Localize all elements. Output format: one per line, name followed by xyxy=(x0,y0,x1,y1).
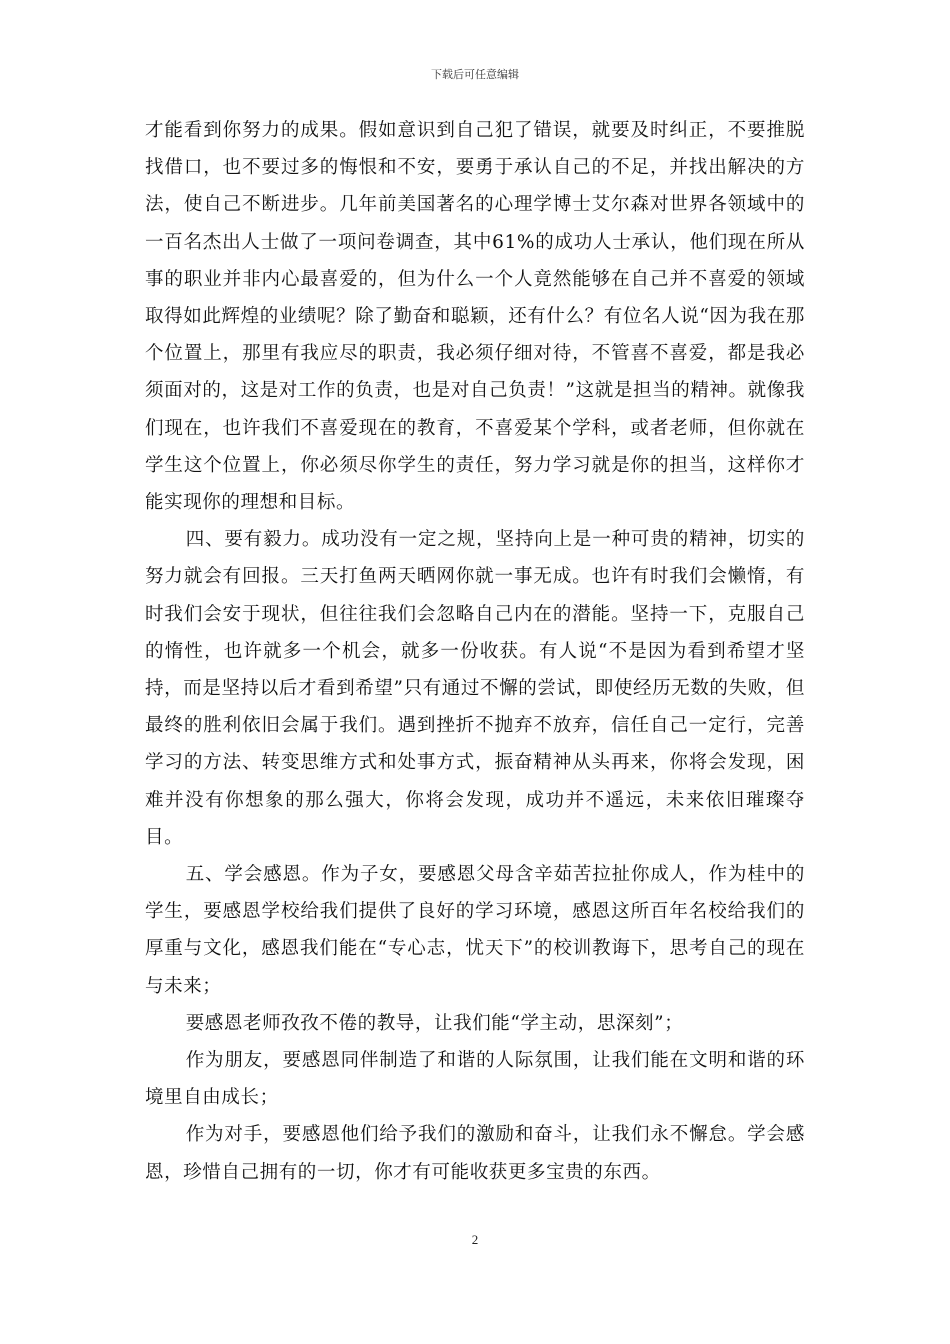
paragraph-gratitude-friends: 作为朋友，要感恩同伴制造了和谐的人际氛围，让我们能在文明和谐的环境里自由成长； xyxy=(145,1050,805,1109)
paragraph-gratitude-rivals: 作为对手，要感恩他们给予我们的激励和奋斗，让我们永不懈怠。学会感恩，珍惜自己拥有的一切，你才有可能收获更多宝贵的东西。 xyxy=(145,1124,805,1183)
document-body xyxy=(145,112,805,1191)
paragraph-continuation: 才能看到你努力的成果。假如意识到自己犯了错误，就要及时纠正，不要推脱找借口，也不要过多的悔恨和不安，要勇于承认自己的不足，并找出解决的方法，使自己不断进步。几年前美国著名的心理学博士艾尔森对世界各领域中的一百名杰出人士做了一项问卷调查，其中61%的成功人士承认，他们现在所从事的职业并非内心最喜爱的，但为什么一个人竟然能够在自己并不喜爱的领域取得如此辉煌的业绩呢？除了勤奋和聪颖，还有什么？有位名人说“因为我在那个位置上，那里有我应尽的职责，我必须仔细对待，不管喜不喜爱，都是我必须面对的，这是对工作的负责，也是对自己负责！”这就是担当的精神。就像我们现在，也许我们不喜爱现在的教育，不喜爱某个学科，或者老师，但你就在学生这个位置上，你必须尽你学生的责任，努力学习就是你的担当，这样你才能实现你的理想和目标。 xyxy=(145,120,805,514)
page-number: 2 xyxy=(471,1232,479,1247)
paragraph-gratitude: 五、学会感恩。作为子女，要感恩父母含辛茹苦拉扯你成人，作为桂中的学生，要感恩学校给我们提供了良好的学习环境，感恩这所百年名校给我们的厚重与文化，感恩我们能在“专心志，忧天下”的校训教诲下，思考自己的现在与未来； xyxy=(145,864,805,997)
paragraph-gratitude-teachers: 要感恩老师孜孜不倦的教导，让我们能“学主动，思深刻”； xyxy=(185,1012,684,1034)
page-header: 下载后可任意编辑 xyxy=(431,68,519,81)
paragraph-perseverance: 四、要有毅力。成功没有一定之规，坚持向上是一种可贵的精神，切实的努力就会有回报。三天打鱼两天晒网你就一事无成。也许有时我们会懒惰，有时我们会安于现状，但往往我们会忽略自己内在的潜能。坚持一下，克服自己的惰性，也许就多一个机会，就多一份收获。有人说“不是因为看到希望才坚持，而是坚持以后才看到希望”只有通过不懈的尝试，即使经历无数的失败，但最终的胜利依旧会属于我们。遇到挫折不抛弃不放弃，信任自己一定行，完善学习的方法、转变思维方式和处事方式，振奋精神从头再来，你将会发现，困难并没有你想象的那么强大，你将会发现，成功并不遥远，未来依旧璀璨夺目。 xyxy=(145,529,805,848)
